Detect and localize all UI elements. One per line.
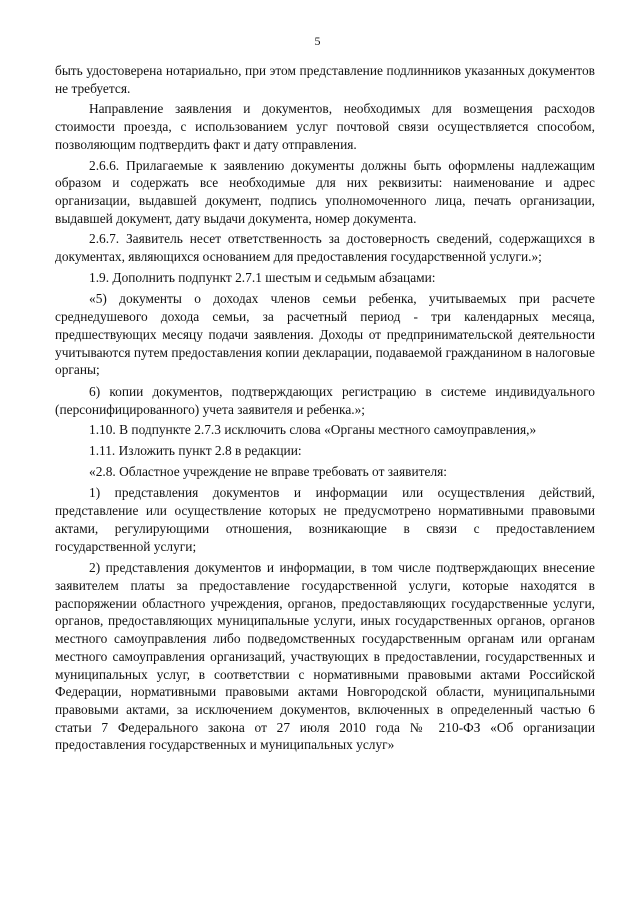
paragraph: 2.6.7. Заявитель несет ответственность за достоверность сведений, содержащихся в документах, являющихся основанием для предоставления государственной услуги.»; (55, 231, 595, 265)
paragraph: 1.10. В подпункте 2.7.3 исключить слова «Органы местного самоуправления,» (89, 422, 537, 438)
paragraph: 2) представления документов и информации, в том числе подтверждающих внесение заявителем платы за предоставление государственной услуги, которые находятся в распоряжении областного учреждения, органов, предоставляющих государственные услуги, органов, предоставляющих муниципальные услуги, иных государственных органов, органов местного самоуправления либо подведомственных государственным органам или органам местного самоуправления организаций, участвующих в предоставлении, государственных и муниципальных услуг, в соответствии с нормативными правовыми актами Российской Федерации, нормативными правовыми актами Новгородской области, муниципальными правовыми актами, за исключением документов, включенных в определенный частью 6 статьи 7 Федерального закона от 27 июля 2010 года № 210-ФЗ «Об организации предоставления государственных и муниципальных услуг» (55, 560, 595, 753)
paragraph: «2.8. Областное учреждение не вправе требовать от заявителя: (89, 463, 448, 479)
paragraph: 1) представления документов и информации или осуществления действий, представление или осуществление которых не предусмотрено нормативными правовыми актами, регулирующими отношения, возникающие в связи с предоставлением государственной услуги; (55, 485, 595, 554)
page-number: 5 (314, 34, 321, 48)
paragraph: 2.6.6. Прилагаемые к заявлению документы должны быть оформлены надлежащим образом и содержать все необходимые для них реквизиты: наименование и адрес организации, выдавшей документ, подпись уполномоченного лица, печать организации, выдавшей документ, дату выдачи документа, номер документа. (55, 157, 595, 226)
paragraph: 1.11. Изложить пункт 2.8 в редакции: (89, 443, 302, 459)
document-body (55, 62, 595, 754)
paragraph: 1.9. Дополнить подпункт 2.7.1 шестым и седьмым абзацами: (89, 269, 436, 285)
paragraph: Направление заявления и документов, необходимых для возмещения расходов стоимости проезда, с использованием услуг почтовой связи осуществляется способом, позволяющим подтвердить факт и дату отправления. (55, 101, 595, 152)
paragraph: 6) копии документов, подтверждающих регистрацию в системе индивидуального (персонифицированного) учета заявителя и ребенка.»; (55, 383, 595, 417)
paragraph: быть удостоверена нотариально, при этом представление подлинников указанных документов не требуется. (55, 63, 595, 96)
paragraph: «5) документы о доходах членов семьи ребенка, учитываемых при расчете среднедушевого дохода семьи, за расчетный период - три календарных месяца, предшествующих месяцу подачи заявления. Доходы от предпринимательской деятельности учитываются путем предоставления копии декларации, подаваемой гражданином в налоговые органы; (55, 291, 595, 378)
